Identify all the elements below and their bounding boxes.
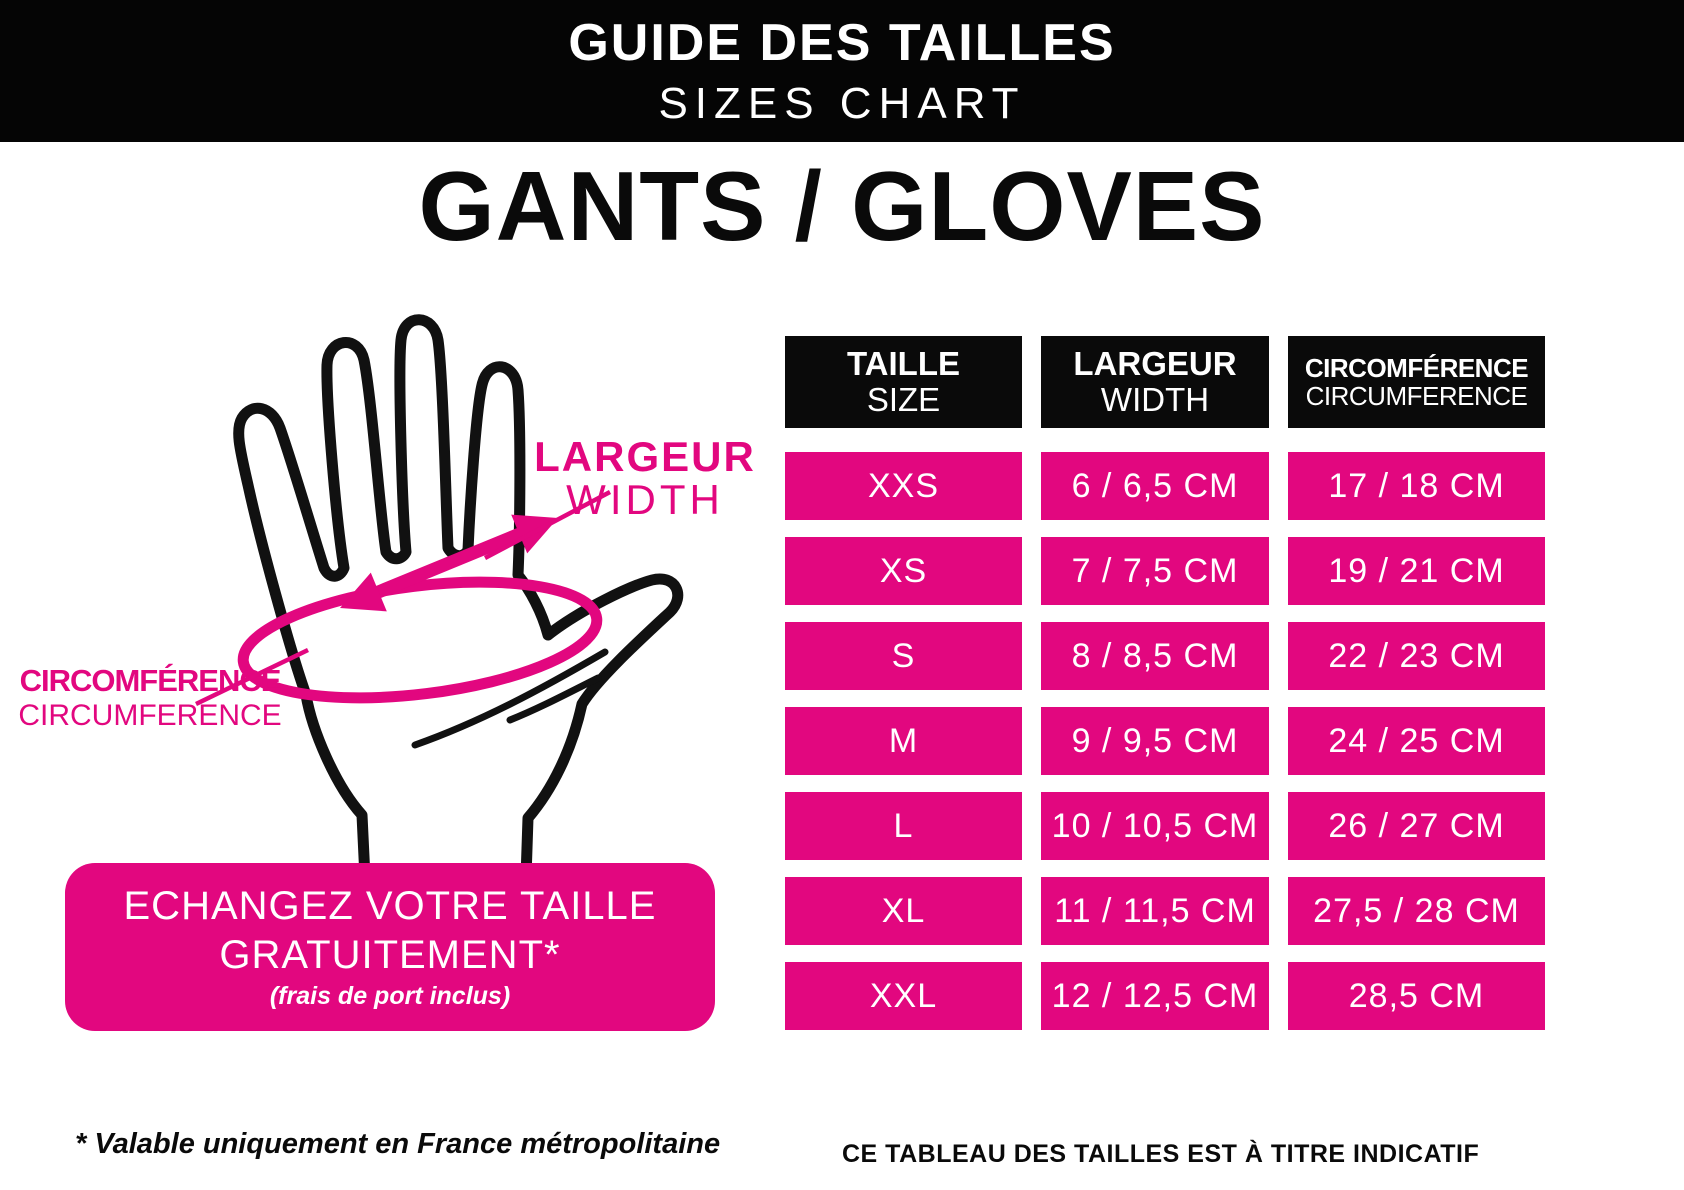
footnote-indicative: CE TABLEAU DES TAILLES EST À TITRE INDICATIF <box>842 1140 1480 1168</box>
table-cell-circumference: 22 / 23 CM <box>1288 622 1545 690</box>
banner-title-en: SIZES CHART <box>658 79 1026 128</box>
circumference-label-en: CIRCUMFERENCE <box>18 698 282 732</box>
table-cell-width: 6 / 6,5 CM <box>1041 452 1269 520</box>
table-cell-circumference: 28,5 CM <box>1288 962 1545 1030</box>
table-cell-circumference: 26 / 27 CM <box>1288 792 1545 860</box>
table-cell-circumference: 27,5 / 28 CM <box>1288 877 1545 945</box>
header-circumference-fr: CIRCOMFÉRENCE <box>1304 352 1529 383</box>
table-cell-size: XXL <box>785 962 1022 1030</box>
size-table-body <box>785 452 1545 1030</box>
header-size-fr: TAILLE <box>846 345 961 383</box>
table-cell-size: S <box>785 622 1022 690</box>
hand-diagram <box>190 290 710 880</box>
table-cell-width: 7 / 7,5 CM <box>1041 537 1269 605</box>
table-cell-width: 11 / 11,5 CM <box>1041 877 1269 945</box>
table-cell-size: XL <box>785 877 1022 945</box>
hand-outline <box>239 320 678 878</box>
table-cell-width: 12 / 12,5 CM <box>1041 962 1269 1030</box>
footnote-france-only: * Valable uniquement en France métropolitaine <box>75 1128 721 1160</box>
width-label-en: WIDTH <box>566 475 724 523</box>
table-cell-circumference: 19 / 21 CM <box>1288 537 1545 605</box>
free-exchange-promo-box <box>65 863 715 1031</box>
header-banner <box>0 0 1684 142</box>
header-cell-size <box>785 336 1022 428</box>
promo-line-3: (frais de port inclus) <box>269 981 511 1010</box>
page-title: GANTS / GLOVES <box>418 151 1266 261</box>
table-cell-size: XXS <box>785 452 1022 520</box>
table-cell-circumference: 24 / 25 CM <box>1288 707 1545 775</box>
width-label <box>520 433 770 523</box>
table-cell-circumference: 17 / 18 CM <box>1288 452 1545 520</box>
circumference-label <box>12 664 288 732</box>
table-cell-size: XS <box>785 537 1022 605</box>
circumference-label-fr: CIRCOMFÉRENCE <box>19 663 281 698</box>
header-width-en: WIDTH <box>1100 381 1210 418</box>
banner-title-fr: GUIDE DES TAILLES <box>568 14 1116 72</box>
header-width-fr: LARGEUR <box>1073 345 1237 383</box>
table-cell-width: 9 / 9,5 CM <box>1041 707 1269 775</box>
promo-line-2: GRATUITEMENT* <box>219 932 561 977</box>
header-size-en: SIZE <box>866 381 941 418</box>
table-cell-width: 10 / 10,5 CM <box>1041 792 1269 860</box>
table-cell-width: 8 / 8,5 CM <box>1041 622 1269 690</box>
promo-line-1: ECHANGEZ VOTRE TAILLE <box>123 883 657 928</box>
header-circumference-en: CIRCUMFERENCE <box>1305 381 1528 411</box>
width-label-fr: LARGEUR <box>534 433 756 480</box>
table-cell-size: L <box>785 792 1022 860</box>
size-table-header-row <box>785 336 1545 428</box>
header-cell-circumference <box>1288 336 1545 428</box>
table-cell-size: M <box>785 707 1022 775</box>
header-cell-width <box>1041 336 1269 428</box>
